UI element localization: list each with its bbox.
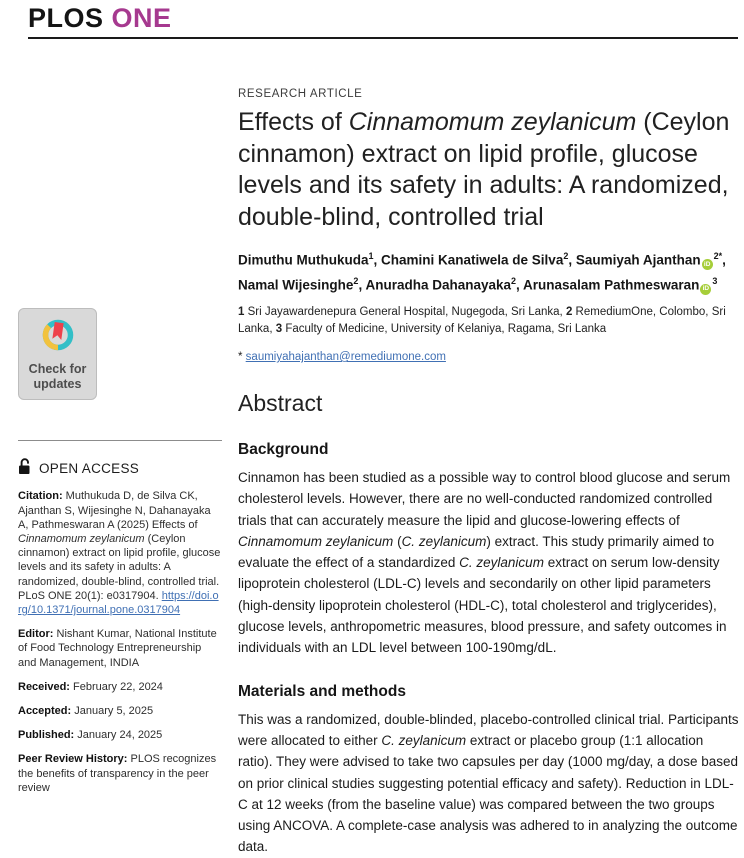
received-date: February 22, 2024: [73, 680, 163, 693]
text-segment: extract on serum low-density lipoprotein cholesterol (LDL-C) levels and secondarily on other lipid parameters (high-density lipoprotein cholesterol (HDL-C), total cholesterol and triglycerides), glucose levels, anthropometric measures, blood pressure, and safety outcomes in individuals with an LDL level between 100-190mg/dL.: [238, 555, 727, 656]
author-affil-sup: 2: [563, 251, 569, 261]
citation-text: [18, 490, 220, 616]
logo-one-text: ONE: [111, 3, 172, 33]
methods-heading: Materials and methods: [238, 682, 406, 700]
text-segment: ) extract. This study primarily aimed to evaluate the effect of a standardized: [238, 533, 715, 571]
author-list: [238, 246, 740, 295]
title-species-italic: Cinnamomum zeylanicum: [348, 108, 637, 136]
email-marker: *: [238, 351, 246, 363]
affil-number: 3: [275, 323, 283, 335]
accepted-label: Accepted:: [18, 705, 75, 718]
species-name-italic: Cinnamomum zeylanicum: [18, 533, 145, 546]
title-post: (Ceylon cinnamon) extract on lipid profile, glucose levels and its safety in adults: A randomized, double-blind, controlled trial: [238, 108, 730, 231]
citation-label: Citation:: [18, 490, 66, 503]
corresponding-email-link[interactable]: saumiyahajanthan@remediumone.com: [245, 351, 446, 363]
author-name: Chamini Kanatiwela de Silva: [381, 252, 564, 268]
published-date: January 24, 2025: [77, 729, 163, 742]
peer-review-text: PLOS recognizes the benefits of transparency in the peer review: [18, 753, 217, 794]
orcid-icon[interactable]: iD: [700, 284, 711, 295]
background-heading: Background: [238, 441, 329, 458]
author-affil-sup: 1: [368, 251, 374, 261]
article-title: [238, 107, 740, 233]
affiliation-list: [238, 304, 740, 338]
author-separator: ,: [516, 277, 524, 292]
author-affil-sup: 2: [511, 275, 517, 286]
author-affil-sup: 2: [353, 275, 359, 286]
received-block: [18, 680, 222, 694]
published-block: [18, 728, 222, 742]
author-separator: ,: [358, 277, 366, 292]
author-affil-sup: 3: [712, 275, 718, 286]
author-name: Namal Wijesinghe: [238, 277, 354, 292]
editor-block: [18, 627, 222, 670]
text-segment: Muthukuda D, de Silva CK, Ajanthan S, Wijesinghe N, Dahanayaka A, Pathmeswaran A (2025) Effects of: [18, 490, 211, 531]
species-name-italic: C. zeylanicum: [381, 732, 467, 748]
text-segment: This was a randomized, double-blinded, placebo-controlled clinical trial. Participants were allocated to either: [238, 711, 739, 748]
open-lock-icon: [18, 458, 33, 479]
logo-plos-text: PLOS: [28, 3, 112, 33]
published-label: Published:: [18, 729, 78, 742]
affil-number: 1: [238, 306, 245, 318]
author-affil-sup: 2*: [713, 251, 723, 261]
species-name-italic: Cinnamomum zeylanicum: [238, 533, 394, 549]
text-segment: extract or placebo group (1:1 allocation ratio). They were advised to take two capsules per day (1000 mg/day, a dose based on prior clinical studies suggesting potential efficacy and safety). Reduction in LDL-C at 12 weeks (from the baseline value) was compared between the two groups using ANCOVA. A complete-case analysis was adhered to in analyzing the outcome data.: [238, 732, 739, 855]
badge-label: [29, 362, 87, 392]
badge-line2: updates: [33, 377, 82, 392]
author-separator: ,: [373, 252, 382, 268]
check-for-updates-badge[interactable]: [18, 308, 97, 400]
text-segment: Cinnamon has been studied as a possible way to control blood glucose and serum cholesterol levels. However, there are no well-conducted randomized controlled trials that can accurately measure the lipid and glucose-lowering effects of: [238, 470, 731, 528]
accepted-block: [18, 704, 222, 718]
text-segment: (Ceylon cinnamon) extract on lipid profile, glucose levels and its safety in adults: A randomized, double-blind, controlled trial. PLoS ONE 20(1): e0317904.: [18, 533, 221, 602]
peer-review-label: Peer Review History:: [18, 753, 131, 766]
author-separator: ,: [722, 252, 726, 268]
badge-line1: Check for: [28, 362, 87, 377]
article-main: [238, 88, 740, 858]
editor-text: Nishant Kumar, National Institute of Food Technology Entrepreneurship and Management, INDIA: [18, 628, 217, 669]
accepted-date: January 5, 2025: [74, 705, 154, 718]
abstract-heading: Abstract: [238, 390, 323, 416]
affil-text: Sri Jayawardenepura General Hospital, Nugegoda, Sri Lanka,: [244, 306, 566, 318]
article-type-kicker: RESEARCH ARTICLE: [238, 88, 363, 100]
title-pre: Effects of: [238, 108, 349, 136]
editor-label: Editor:: [18, 628, 57, 641]
plos-one-logo: [28, 3, 172, 34]
species-name-italic: C. zeylanicum: [401, 533, 487, 549]
citation-block: [18, 489, 222, 617]
author-name: Saumiyah Ajanthan: [575, 252, 701, 268]
crossmark-icon: [40, 317, 76, 357]
methods-paragraph: [238, 709, 740, 858]
open-access-label: OPEN ACCESS: [39, 460, 140, 476]
header-divider: [28, 37, 738, 39]
received-label: Received:: [18, 680, 74, 693]
affil-text: Faculty of Medicine, University of Kelaniya, Ragama, Sri Lanka: [282, 323, 607, 335]
peer-review-block: [18, 752, 222, 795]
background-paragraph: [238, 467, 740, 659]
author-name: Arunasalam Pathmeswaran: [523, 277, 700, 292]
affil-number: 2: [565, 306, 573, 318]
author-name: Anuradha Dahanayaka: [365, 277, 512, 292]
species-name-italic: C. zeylanicum: [459, 555, 544, 571]
author-separator: ,: [568, 252, 576, 268]
sidebar-divider: [18, 440, 222, 441]
doi-link[interactable]: https://doi.org/10.1371/journal.pone.0317904: [18, 589, 219, 617]
open-access-row: [18, 458, 222, 479]
affil-text: RemediumOne, Colombo, Sri Lanka,: [238, 306, 726, 335]
text-segment: (: [393, 533, 402, 549]
corresponding-email-line: [238, 351, 740, 363]
orcid-icon[interactable]: iD: [702, 259, 713, 270]
article-sidebar: [18, 308, 222, 795]
author-name: Dimuthu Muthukuda: [238, 252, 369, 268]
